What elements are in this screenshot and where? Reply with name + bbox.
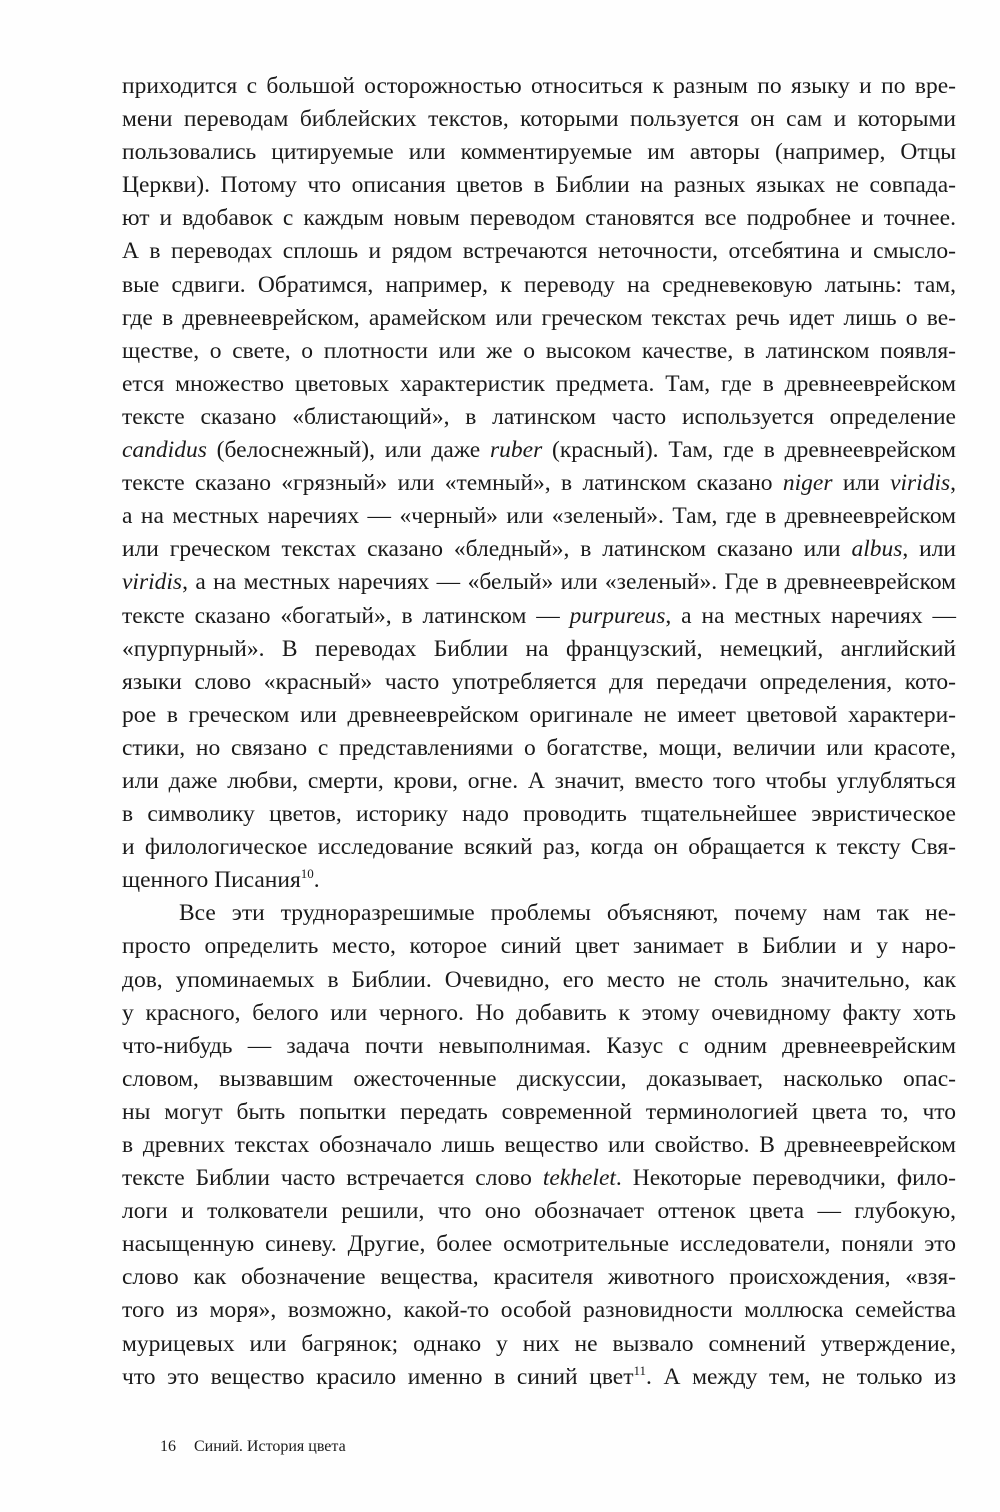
text-line: или даже любви, смерти, крови, огне. А значит, вместо того чтобы углубляться bbox=[122, 767, 956, 794]
paragraph-1 bbox=[122, 70, 956, 897]
latin-term: viridis bbox=[122, 569, 183, 596]
text-line: того из моря», возможно, какой-то особой разновидности моллюска семейства bbox=[122, 1297, 956, 1324]
text-line: и филологическое исследование всякий раз, когда он обращается к тексту Свя- bbox=[122, 834, 956, 861]
text-run: (белоснежный), или даже bbox=[206, 437, 490, 464]
text-run: или bbox=[832, 470, 891, 497]
text-line bbox=[122, 467, 956, 500]
text-line: что-нибудь — задача почти невыполнимая. Казус с одним древнееврейским bbox=[122, 1032, 956, 1059]
text-run: тексте сказано «грязный» или «темный», в латинском сказано bbox=[122, 470, 783, 497]
text-run: щенного Писания bbox=[122, 867, 301, 894]
text-line: А в переводах сплошь и рядом встречаются неточности, отсебятина и смысло- bbox=[122, 238, 956, 265]
text-run: , а на местных наречиях — «белый» или «зеленый». Где в древнееврейском bbox=[182, 569, 956, 596]
page-number: 16 bbox=[160, 1438, 176, 1455]
latin-term: niger bbox=[782, 470, 833, 497]
text-line bbox=[122, 864, 956, 897]
text-line bbox=[122, 1162, 956, 1195]
text-run: , bbox=[950, 470, 956, 497]
latin-term: albus bbox=[851, 536, 903, 563]
latin-term: viridis bbox=[890, 470, 951, 497]
text-run: . Некоторые переводчики, фило- bbox=[615, 1165, 956, 1192]
page-footer bbox=[160, 1438, 346, 1456]
text-run: . А между тем, не только из bbox=[646, 1363, 956, 1390]
text-run: что это вещество красило именно в синий цвет bbox=[122, 1363, 634, 1390]
text-run: или греческом текстах сказано «бледный», в латинском сказано или bbox=[122, 536, 852, 563]
latin-term: candidus bbox=[122, 437, 207, 464]
text-line: пользовались цитируемые или комментируемые им авторы (например, Отцы bbox=[122, 139, 956, 166]
latin-term: purpureus bbox=[569, 602, 666, 629]
text-line: дов, упоминаемых в Библии. Очевидно, его место не столь значительно, как bbox=[122, 966, 956, 993]
text-line: мурицевых или багрянок; однако у них не вызвало сомнений утверждение, bbox=[122, 1330, 956, 1357]
text-line: ны могут быть попытки передать современной терминологией цвета то, что bbox=[122, 1098, 956, 1125]
text-line: слово как обозначение вещества, красителя животного происхождения, «взя- bbox=[122, 1264, 956, 1291]
text-line: насыщенную синеву. Другие, более осмотрительные исследователи, поняли это bbox=[122, 1231, 956, 1258]
running-title: Синий. История цвета bbox=[194, 1438, 346, 1455]
latin-term: ruber bbox=[490, 437, 543, 464]
text-run: , а на местных наречиях — bbox=[665, 602, 956, 629]
text-run: тексте Библии часто встречается слово bbox=[122, 1165, 543, 1192]
text-line: ется множество цветовых характеристик предмета. Там, где в древнееврейском bbox=[122, 370, 956, 397]
text-line: приходится с большой осторожностью относиться к разным по языку и по вре- bbox=[122, 73, 956, 99]
text-line bbox=[122, 566, 956, 599]
text-run: , или bbox=[902, 536, 956, 563]
hebrew-term: tekhelet bbox=[542, 1165, 616, 1192]
text-line: а на местных наречиях — «черный» или «зеленый». Там, где в древнееврейском bbox=[122, 503, 956, 530]
text-line: стики, но связано с представлениями о богатстве, мощи, величии или красоте, bbox=[122, 734, 956, 761]
text-line: рое в греческом или древнееврейском оригинале не имеет цветовой характери- bbox=[122, 701, 956, 728]
text-line: просто определить место, которое синий цвет занимает в Библии и у наро- bbox=[122, 933, 956, 960]
text-line: ществе, о свете, о плотности или же о высоком качестве, в латинском появля- bbox=[122, 337, 956, 364]
text-line: мени переводам библейских текстов, которыми пользуется он сам и которыми bbox=[122, 106, 956, 133]
text-run: (красный). Там, где в древнееврейском bbox=[542, 437, 957, 464]
text-line: тексте сказано «блистающий», в латинском часто используется определение bbox=[122, 403, 956, 430]
text-line bbox=[122, 1361, 956, 1394]
text-line: ют и вдобавок с каждым новым переводом становятся все подробнее и точнее. bbox=[122, 205, 956, 232]
text-line: в символику цветов, историку надо проводить тщательнейшее эвристическое bbox=[122, 801, 956, 828]
text-line bbox=[122, 600, 956, 633]
text-line: вые сдвиги. Обратимся, например, к переводу на средневековую латынь: там, bbox=[122, 271, 956, 298]
paragraph-2 bbox=[122, 897, 956, 1393]
body-text bbox=[122, 70, 956, 1394]
text-line bbox=[122, 434, 956, 467]
text-line: Все эти трудноразрешимые проблемы объясняют, почему нам так не- bbox=[179, 900, 956, 927]
text-line: у красного, белого или черного. Но добавить к этому очевидному факту хоть bbox=[122, 999, 956, 1026]
text-line: логи и толкователи решили, что оно обозначает оттенок цвета — глубокую, bbox=[122, 1198, 956, 1225]
text-line: где в древнееврейском, арамейском или греческом текстах речь идет лишь о ве- bbox=[122, 304, 956, 331]
text-run: . bbox=[313, 867, 320, 894]
text-line: Церкви). Потому что описания цветов в Библии на разных языках не совпада- bbox=[122, 172, 956, 199]
text-line: языки слово «красный» часто употребляется для передачи определения, кото- bbox=[122, 668, 956, 695]
text-line: словом, вызвавшим ожесточенные дискуссии, доказывает, насколько опас- bbox=[122, 1065, 956, 1092]
footnote-ref[interactable]: 10 bbox=[300, 866, 314, 882]
footnote-ref[interactable]: 11 bbox=[633, 1362, 647, 1378]
text-line: в древних текстах обозначало лишь вещество или свойство. В древнееврейском bbox=[122, 1132, 956, 1158]
text-line: «пурпурный». В переводах Библии на французский, немецкий, английский bbox=[122, 635, 956, 662]
text-line bbox=[122, 533, 956, 566]
text-run: тексте сказано «богатый», в латинском — bbox=[122, 602, 570, 629]
